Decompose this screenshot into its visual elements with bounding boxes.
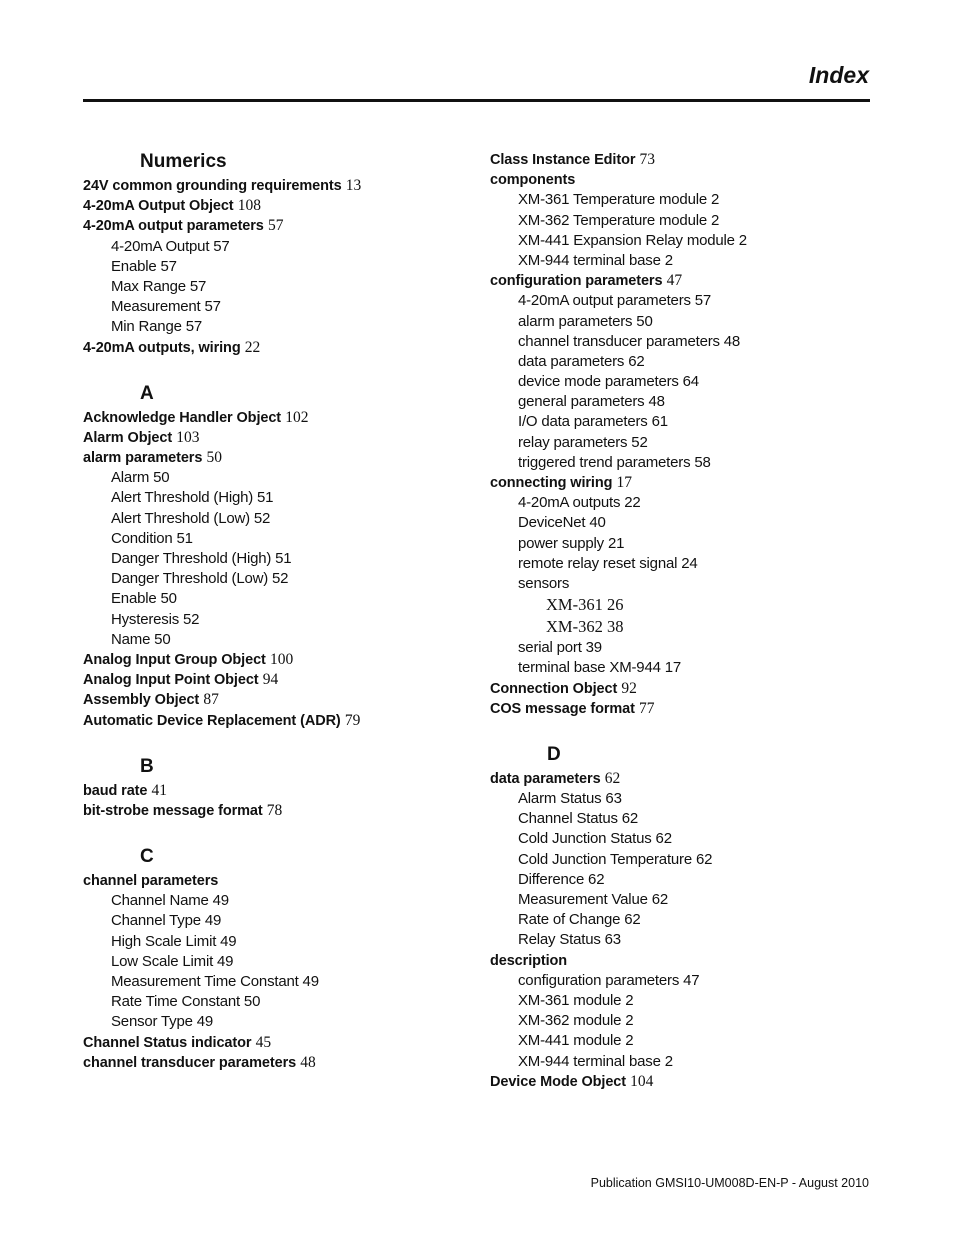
- index-entry: Assembly Object 87: [83, 691, 219, 709]
- index-subentry: Difference 62: [518, 870, 605, 888]
- index-subentry: triggered trend parameters 58: [518, 453, 711, 471]
- index-entry: baud rate 41: [83, 781, 168, 799]
- index-subentry: Relay Status 63: [518, 931, 621, 949]
- index-entry: alarm parameters 50: [83, 449, 222, 467]
- index-subsubentry: XM-362 38: [546, 617, 624, 637]
- index-entry: channel transducer parameters 48: [83, 1053, 316, 1071]
- index-subentry: device mode parameters 64: [518, 373, 699, 391]
- index-subentry: remote relay reset signal 24: [518, 554, 698, 572]
- index-subentry: XM-441 module 2: [518, 1032, 634, 1050]
- index-subentry: 4-20mA Output 57: [111, 237, 230, 255]
- index-subentry: Channel Status 62: [518, 810, 639, 828]
- header-rule: [83, 99, 870, 102]
- index-subentry: alarm parameters 50: [518, 312, 653, 330]
- index-subentry: channel transducer parameters 48: [518, 332, 741, 350]
- index-subentry: Cold Junction Temperature 62: [518, 850, 713, 868]
- index-entry: Device Mode Object 104: [490, 1072, 654, 1090]
- index-subentry: Cold Junction Status 62: [518, 830, 672, 848]
- section-heading: A: [140, 382, 154, 404]
- index-subentry: Min Range 57: [111, 318, 202, 336]
- index-column-right: [490, 150, 870, 1092]
- index-entry: components: [490, 172, 576, 189]
- index-entry: Automatic Device Replacement (ADR) 79: [83, 711, 361, 729]
- index-subentry: Measurement Time Constant 49: [111, 973, 319, 990]
- index-subentry: general parameters 48: [518, 393, 665, 411]
- index-entry: Class Instance Editor 73: [490, 151, 656, 168]
- index-entry: channel parameters: [83, 873, 219, 890]
- index-subentry: Danger Threshold (High) 51: [111, 550, 292, 567]
- index-entry: 24V common grounding requirements 13: [83, 177, 362, 194]
- index-entry: 4-20mA output parameters 57: [83, 217, 284, 235]
- publication-footer: Publication GMSI10-UM008D-EN-P - August 2010: [590, 1176, 869, 1190]
- index-column-left: [83, 150, 463, 1073]
- index-subentry: Measurement Value 62: [518, 891, 668, 908]
- index-entry: bit-strobe message format 78: [83, 801, 283, 819]
- index-entry: data parameters 62: [490, 769, 621, 787]
- page-title: Index: [808, 62, 869, 88]
- index-subentry: XM-944 terminal base 2: [518, 1052, 673, 1070]
- index-subentry: Rate Time Constant 50: [111, 993, 261, 1011]
- index-subentry: XM-944 terminal base 2: [518, 251, 673, 269]
- index-entry: description: [490, 952, 568, 969]
- index-subentry: 4-20mA outputs 22: [518, 494, 641, 512]
- section-heading: B: [140, 755, 154, 777]
- index-subentry: Measurement 57: [111, 298, 221, 316]
- index-subentry: Max Range 57: [111, 277, 207, 295]
- index-subentry: Channel Type 49: [111, 912, 222, 930]
- index-subentry: sensors: [518, 574, 570, 592]
- index-subentry: Alert Threshold (High) 51: [111, 489, 274, 507]
- index-subentry: Enable 50: [111, 590, 177, 608]
- index-subentry: DeviceNet 40: [518, 514, 606, 532]
- index-subentry: Hysteresis 52: [111, 610, 200, 628]
- index-subentry: XM-362 module 2: [518, 1012, 634, 1030]
- index-entry: Analog Input Group Object 100: [83, 650, 294, 668]
- index-entry: connecting wiring 17: [490, 474, 633, 491]
- index-subsubentry: XM-361 26: [546, 595, 624, 615]
- index-entry: Connection Object 92: [490, 679, 637, 697]
- index-subentry: XM-441 Expansion Relay module 2: [518, 231, 747, 249]
- index-entry: configuration parameters 47: [490, 272, 683, 290]
- index-subentry: XM-361 Temperature module 2: [518, 191, 720, 209]
- index-entry: Acknowledge Handler Object 102: [83, 408, 309, 426]
- section-heading: Numerics: [140, 151, 227, 172]
- index-subentry: Rate of Change 62: [518, 911, 641, 929]
- index-subentry: Enable 57: [111, 257, 177, 275]
- index-subentry: Sensor Type 49: [111, 1013, 213, 1031]
- index-subentry: Name 50: [111, 630, 171, 648]
- index-subentry: terminal base XM-944 17: [518, 659, 681, 677]
- index-entry: Channel Status indicator 45: [83, 1033, 272, 1051]
- index-subentry: Condition 51: [111, 529, 193, 547]
- index-subentry: Channel Name 49: [111, 892, 229, 910]
- index-subentry: power supply 21: [518, 534, 625, 552]
- index-entry: 4-20mA outputs, wiring 22: [83, 338, 261, 356]
- index-subentry: 4-20mA output parameters 57: [518, 292, 712, 310]
- index-entry: 4-20mA Output Object 108: [83, 197, 261, 215]
- index-subentry: relay parameters 52: [518, 433, 648, 451]
- index-subentry: data parameters 62: [518, 352, 645, 370]
- index-subentry: configuration parameters 47: [518, 971, 700, 989]
- index-entry: Alarm Object 103: [83, 428, 200, 446]
- index-subentry: Low Scale Limit 49: [111, 952, 234, 970]
- index-subentry: XM-361 module 2: [518, 991, 634, 1009]
- index-subentry: Alarm 50: [111, 469, 170, 487]
- index-subentry: Alarm Status 63: [518, 790, 622, 808]
- index-entry: Analog Input Point Object 94: [83, 671, 279, 689]
- index-subentry: Danger Threshold (Low) 52: [111, 570, 289, 588]
- index-entry: COS message format 77: [490, 699, 655, 717]
- index-subentry: I/O data parameters 61: [518, 413, 668, 431]
- index-subentry: Alert Threshold (Low) 52: [111, 509, 271, 527]
- index-subentry: serial port 39: [518, 639, 602, 657]
- section-heading: C: [140, 846, 154, 868]
- index-subentry: XM-362 Temperature module 2: [518, 211, 720, 229]
- section-heading: D: [547, 743, 561, 765]
- index-subentry: High Scale Limit 49: [111, 932, 237, 950]
